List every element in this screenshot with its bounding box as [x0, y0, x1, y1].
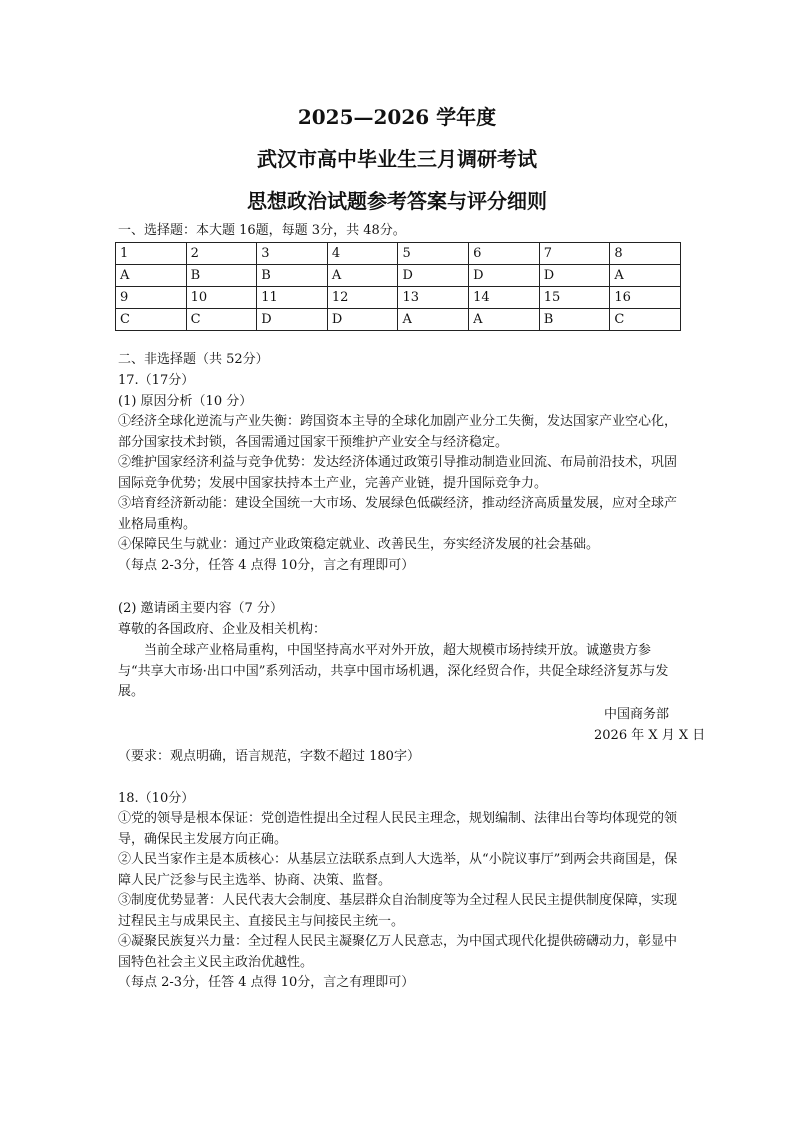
answer-cell: D	[469, 265, 540, 287]
question-number-cell: 8	[610, 243, 681, 265]
answer-cell: A	[116, 265, 187, 287]
letter-date: 2026 年 X 月 X 日	[594, 728, 706, 743]
answer-table-row	[116, 309, 681, 331]
question-number-cell: 3	[257, 243, 328, 265]
question-number-cell: 6	[469, 243, 540, 265]
question-number-cell: 1	[116, 243, 187, 265]
q17-label: 17.（17分）	[118, 373, 195, 388]
question-number-cell: 9	[116, 287, 187, 309]
question-number-cell: 13	[398, 287, 469, 309]
title-school-year: 2025—2026 学年度	[297, 105, 497, 129]
answer-cell: C	[610, 309, 681, 331]
q17-point-3: ③培育经济新动能：建设全国统一大市场、发展绿色低碳经济，推动经济高质量发展，应对全球产业格局重构。	[118, 496, 678, 532]
answer-table	[115, 242, 681, 331]
section2-heading: 二、非选择题（共 52分）	[118, 352, 269, 367]
answer-cell: D	[257, 309, 328, 331]
question-number-cell: 16	[610, 287, 681, 309]
answer-cell: C	[116, 309, 187, 331]
q18-scoring-note: （每点 2-3分，任答 4 点得 10分，言之有理即可）	[118, 975, 415, 990]
title-exam-name: 武汉市高中毕业生三月调研考试	[257, 147, 537, 171]
answer-cell: A	[398, 309, 469, 331]
answer-cell: A	[469, 309, 540, 331]
letter-salutation: 尊敬的各国政府、企业及相关机构：	[118, 622, 327, 637]
q17-part2-heading: (2) 邀请函主要内容（7 分）	[118, 601, 283, 616]
answer-table-row	[116, 265, 681, 287]
question-number-cell: 11	[257, 287, 328, 309]
answer-table-row	[116, 243, 681, 265]
title-subject: 思想政治试题参考答案与评分细则	[247, 189, 547, 213]
q17-point-2: ②维护国家经济利益与竞争优势：发达经济体通过政策引导推动制造业回流、布局前沿技术，巩固国际竞争优势；发展中国家扶持本土产业，完善产业链，提升国际竞争力。	[118, 455, 678, 491]
answer-cell: A	[327, 265, 398, 287]
q18-point-3: ③制度优势显著：人民代表大会制度、基层群众自治制度等为全过程人民民主提供制度保障，实现过程民主与成果民主、直接民主与间接民主统一。	[118, 893, 678, 929]
answer-cell: C	[186, 309, 257, 331]
letter-body: 当前全球产业格局重构，中国坚持高水平对外开放，超大规模市场持续开放。诚邀贵方参与“共享大市场·出口中国”系列活动，共享中国市场机遇，深化经贸合作，共促全球经济复苏与发展。	[118, 643, 669, 699]
letter-signature: 中国商务部	[604, 707, 670, 722]
q18-point-1: ①党的领导是根本保证：党创造性提出全过程人民民主理念，规划编制、法律出台等均体现党的领导，确保民主发展方向正确。	[118, 811, 678, 847]
q18-point-4: ④凝聚民族复兴力量：全过程人民民主凝聚亿万人民意志，为中国式现代化提供磅礴动力，彰显中国特色社会主义民主政治优越性。	[118, 934, 678, 970]
question-number-cell: 15	[539, 287, 610, 309]
question-number-cell: 4	[327, 243, 398, 265]
answer-cell: B	[186, 265, 257, 287]
section1-heading: 一、选择题：本大题 16题，每题 3分，共 48分。	[118, 223, 406, 238]
question-number-cell: 7	[539, 243, 610, 265]
answer-table-row	[116, 287, 681, 309]
q18-point-2: ②人民当家作主是本质核心：从基层立法联系点到人大选举，从“小院议事厅”到两会共商国是，保障人民广泛参与民主选举、协商、决策、监督。	[118, 852, 678, 888]
q17-part1-points	[118, 412, 683, 576]
q17-point-4: ④保障民生与就业：通过产业政策稳定就业、改善民生，夯实经济发展的社会基础。	[118, 537, 600, 552]
question-number-cell: 2	[186, 243, 257, 265]
q18-points	[118, 809, 683, 994]
question-number-cell: 14	[469, 287, 540, 309]
question-number-cell: 12	[327, 287, 398, 309]
answer-cell: D	[398, 265, 469, 287]
answer-cell: D	[327, 309, 398, 331]
q17-part1-heading: (1) 原因分析（10 分）	[118, 394, 253, 409]
q18-label: 18.（10分）	[118, 791, 195, 806]
q17-part1-scoring-note: （每点 2-3分，任答 4 点得 10分，言之有理即可）	[118, 557, 415, 573]
answer-cell: B	[257, 265, 328, 287]
question-number-cell: 5	[398, 243, 469, 265]
q17-point-1: ①经济全球化逆流与产业失衡：跨国资本主导的全球化加剧产业分工失衡，发达国家产业空心化，部分国家技术封锁，各国需通过国家干预维护产业安全与经济稳定。	[118, 414, 678, 450]
answer-cell: D	[539, 265, 610, 287]
answer-cell: B	[539, 309, 610, 331]
answer-cell: A	[610, 265, 681, 287]
letter-requirement: （要求：观点明确，语言规范，字数不超过 180字）	[118, 749, 420, 764]
question-number-cell: 10	[186, 287, 257, 309]
